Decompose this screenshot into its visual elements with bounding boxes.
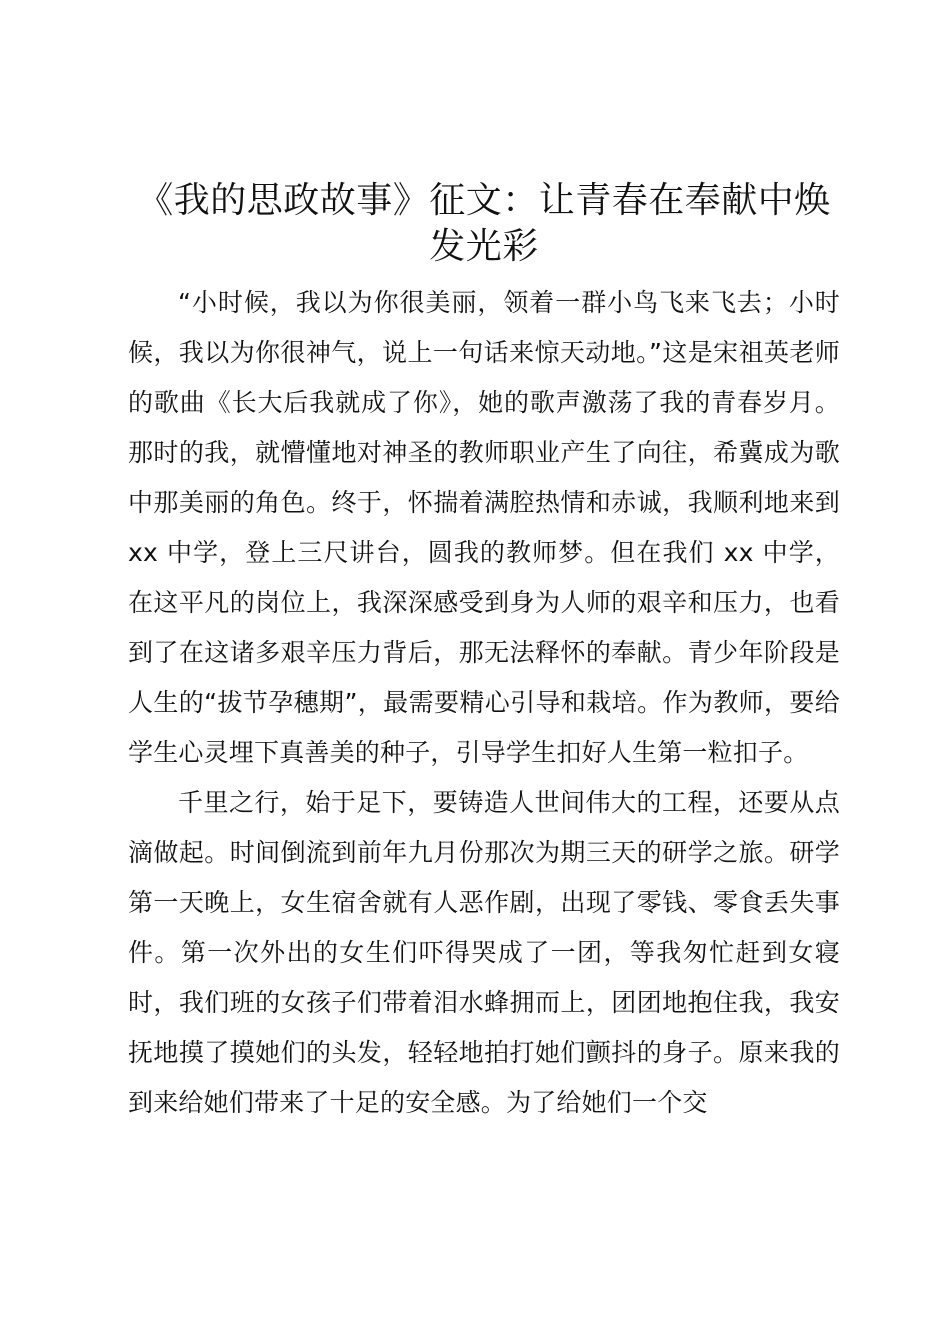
body-paragraph-2: 千里之行，始于足下，要铸造人世间伟大的工程，还要从点滴做起。时间倒流到前年九月份那次为期三天的研学之旅。研学第一天晚上，女生宿舍就有人恶作剧，出现了零钱、零食丢失事件。第一次外出的女生们吓得哭成了一团，等我匆忙赶到女寝时，我们班的女孩子们带着泪水蜂拥而上，团团地抱住我，我安抚地摸了摸她们的头发，轻轻地拍打她们颤抖的身子。原来我的到来给她们带来了十足的安全感。为了给她们一个交 xyxy=(128,788,840,1117)
body-paragraph-1: “小时候，我以为你很美丽，领着一群小鸟飞来飞去；小时候，我以为你很神气，说上一句话来惊天动地。”这是宋祖英老师的歌曲《长大后我就成了你》，她的歌声激荡了我的青春岁月。那时的我，就懵懂地对神圣的教师职业产生了向往，希冀成为歌中那美丽的角色。终于，怀揣着满腔热情和赤诚，我顺利地来到 xx 中学，登上三尺讲台，圆我的教师梦。但在我们 xx 中学，在这平凡的岗位上，我深深感受到身为人师的艰辛和压力，也看到了在这诸多艰辛压力背后，那无法释怀的奉献。青少年阶段是人生的“拔节孕穗期”，最需要精心引导和栽培。作为教师，要给学生心灵埋下真善美的种子，引导学生扣好人生第一粒扣子。 xyxy=(128,288,840,767)
document-title: 《我的思政故事》征文：让青春在奉献中焕发光彩 xyxy=(137,180,831,267)
document-page xyxy=(128,178,840,1128)
